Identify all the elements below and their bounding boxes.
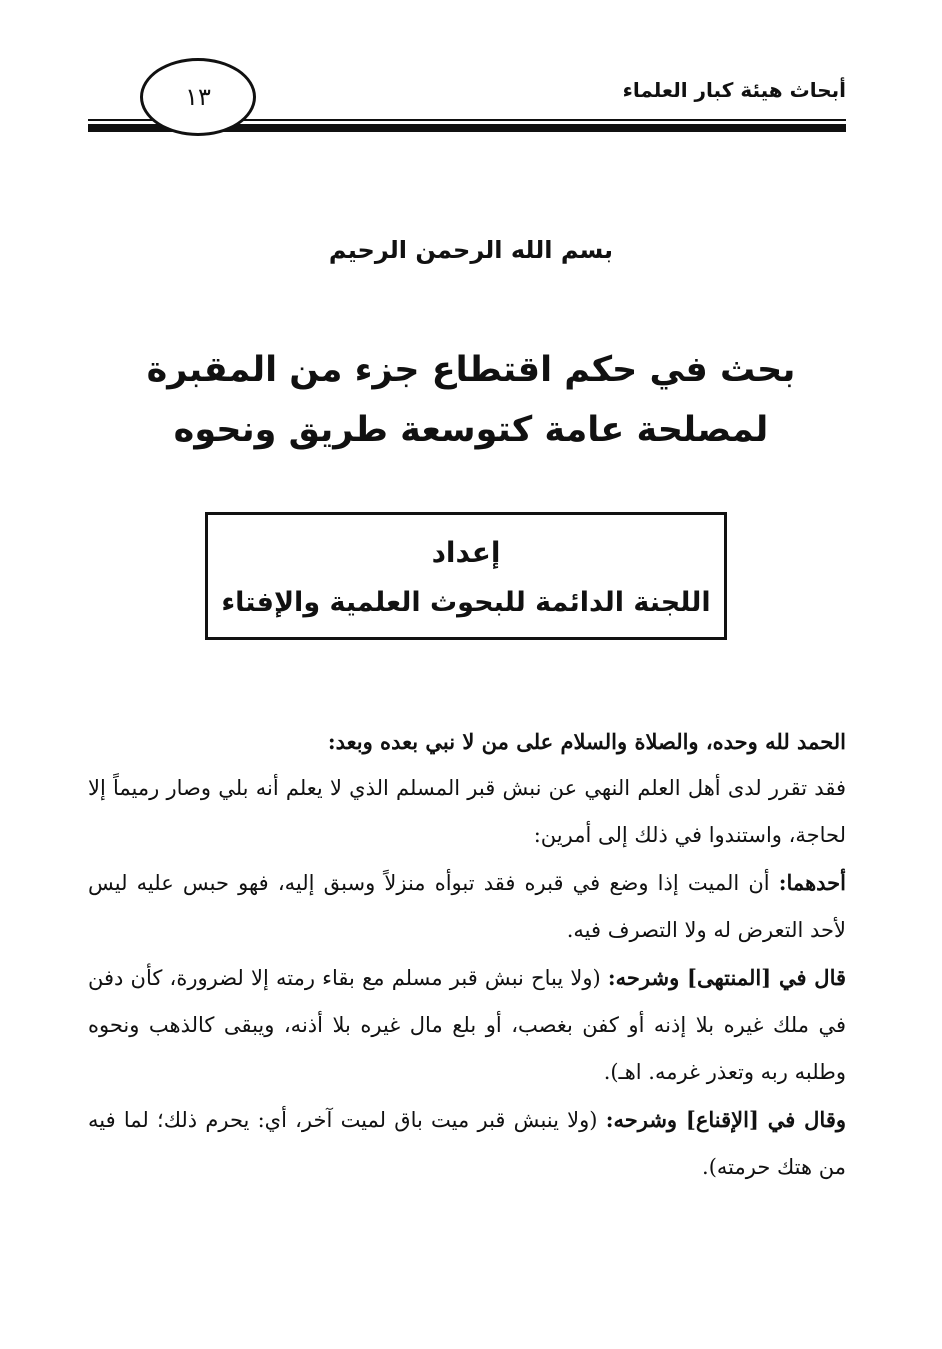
prepared-by-box [205, 512, 727, 640]
main-title-line-2: لمصلحة عامة كتوسعة طريق ونحوه [173, 410, 769, 450]
main-title [0, 340, 942, 460]
paragraph-2-text: أن الميت إذا وضع في قبره فقد تبوأه منزلاً وسبق إليه، فهو حبس عليه ليس لأحد التعرض له ولا التصرف فيه. [88, 871, 846, 942]
page-number: ١٣ [185, 83, 211, 111]
paragraph-4 [88, 1096, 846, 1191]
main-title-line-1: بحث في حكم اقتطاع جزء من المقبرة [146, 350, 796, 390]
paragraph-2 [88, 859, 846, 954]
committee-name: اللجنة الدائمة للبحوث العلمية والإفتاء [221, 587, 711, 618]
basmala: بسم الله الرحمن الرحيم [328, 236, 614, 264]
page-number-oval [140, 58, 256, 136]
prepared-by-label: إعداد [431, 536, 501, 569]
opening-paragraph: الحمد لله وحده، والصلاة والسلام على من لا نبي بعده وبعد: [327, 729, 846, 754]
paragraph-4-text: (ولا ينبش قبر ميت باق لميت آخر، أي: يحرم ذلك؛ لما فيه من هتك حرمته). [88, 1108, 846, 1179]
paragraph-4-lead: وقال في [الإقناع] وشرحه: [605, 1107, 846, 1132]
paragraph-3-lead: قال في [المنتهى] وشرحه: [607, 965, 847, 990]
paragraph-3 [88, 954, 846, 1096]
paragraph-1: فقد تقرر لدى أهل العلم النهي عن نبش قبر المسلم الذي لا يعلم أنه بلي وصار رميماً إلا لحاجة، واستندوا في ذلك إلى أمرين: [88, 776, 846, 847]
paragraph-2-lead: أحدهما: [778, 870, 846, 895]
paragraph-3-text: (ولا يباح نبش قبر مسلم مع بقاء رمته إلا لضرورة، كأن دفن في ملك غيره بلا إذنه أو كفن بغصب، أو بلع مال غيره بلا أذنه، ويبقى كالذهب ونحوه وطلبه ربه وتعذر غرمه. اهـ). [88, 966, 846, 1084]
body-text [88, 718, 846, 1191]
running-header-title: أبحاث هيئة كبار العلماء [622, 78, 846, 102]
